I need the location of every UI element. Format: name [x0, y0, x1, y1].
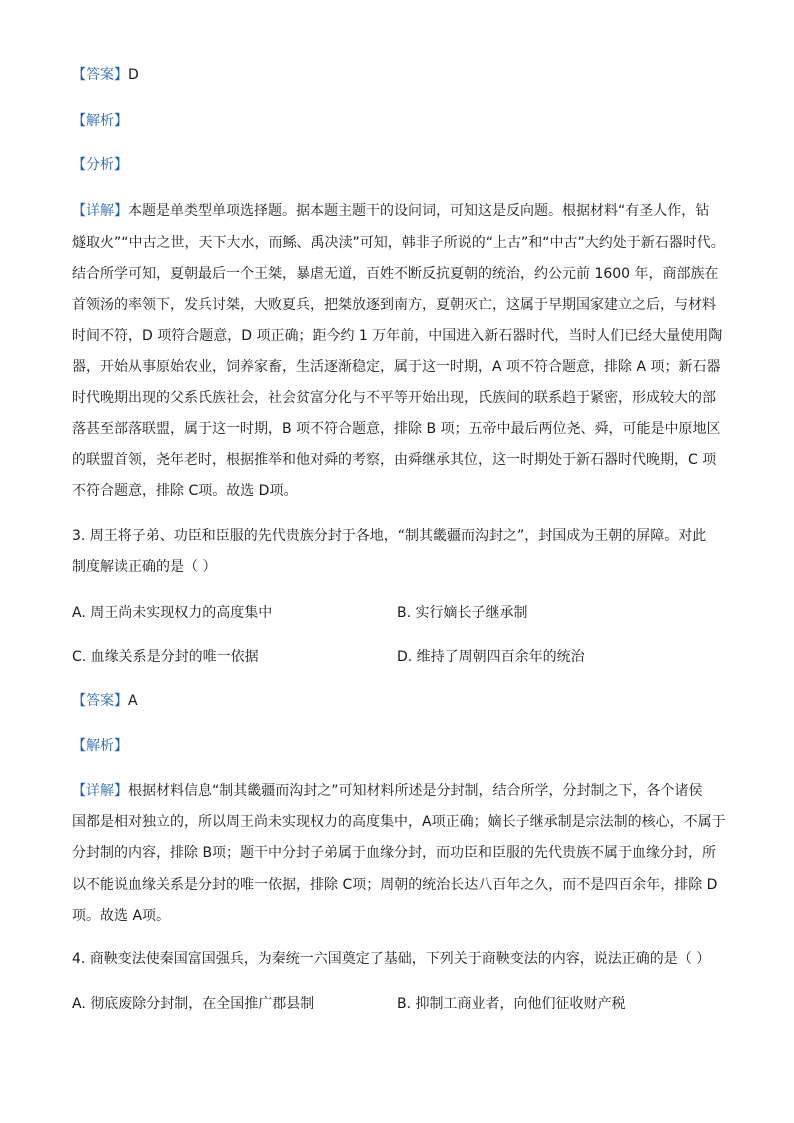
answer-tag: 【答案】	[72, 67, 128, 83]
analysis-tag: 【解析】	[72, 738, 128, 754]
detail-tag: 【详解】	[72, 203, 128, 219]
answer-tag: 【答案】	[72, 693, 128, 709]
q3-option-c: C. 血缘关系是分封的唯一依据	[72, 649, 259, 665]
q3-detail-line: 以不能说血缘关系是分封的唯一依据，排除 C项；周朝的统治长达八百年之久，而不是四百余年，排除 D	[72, 877, 718, 893]
analysis-tag: 【解析】	[72, 113, 128, 129]
fenxi-tag: 【分析】	[72, 157, 128, 173]
q2-detail-line: 的联盟首领，尧年老时，根据推举和他对舜的考察，由舜继承其位，这一时期处于新石器时代晚期，C 项	[72, 452, 717, 468]
q2-analysis-heading	[72, 112, 128, 130]
q2-answer	[72, 66, 139, 84]
q3-detail-line: 项。故选 A项。	[72, 908, 171, 924]
q2-detail-line: 时代晚期出现的父系氏族社会，社会贫富分化与不平等开始出现，氏族间的联系趋于紧密，形成较大的部	[72, 390, 716, 406]
q3-answer	[72, 692, 138, 710]
detail-tag: 【详解】	[72, 783, 128, 799]
q3-stem-line: 3. 周王将子弟、功臣和臣服的先代贵族分封于各地，“制其畿疆而沟封之”，封国成为王朝的屏障。对此	[72, 528, 707, 544]
answer-value: D	[128, 67, 139, 83]
q3-option-a: A. 周王尚未实现权力的高度集中	[72, 605, 273, 621]
q3-option-b: B. 实行嫡长子继承制	[397, 605, 528, 621]
q2-detail-line: 器，开始从事原始农业，饲养家畜，生活逐渐稳定，属于这一时期，A 项不符合题意，排除 A 项；新石器	[72, 359, 721, 375]
q2-detail-line: 不符合题意，排除 C项。故选 D项。	[72, 483, 298, 499]
q4-option-b: B. 抑制工商业者，向他们征收财产税	[397, 996, 626, 1012]
q3-analysis-heading	[72, 737, 128, 755]
q3-option-d: D. 维持了周朝四百余年的统治	[397, 649, 585, 665]
q2-fenxi-heading	[72, 156, 128, 174]
q4-stem: 4. 商鞅变法使秦国富国强兵，为秦统一六国奠定了基础，下列关于商鞅变法的内容，说法正确的是（ ）	[72, 951, 711, 967]
q2-detail-line: 燧取火”“中古之世，天下大水，而鲧、禹决渎”可知，韩非子所说的“上古”和“中古”大约处于新石器时代。	[72, 235, 725, 251]
q3-detail-line: 【详解】根据材料信息“制其畿疆而沟封之”可知材料所述是分封制，结合所学，分封制之下，各个诸侯	[72, 783, 703, 799]
q3-detail-line: 分封制的内容，排除 B项；题干中分封子弟属于血缘分封，而功臣和臣服的先代贵族不属于血缘分封，所	[72, 845, 717, 861]
q2-detail-line: 落甚至部落联盟，属于这一时期，B 项不符合题意，排除 B 项；五帝中最后两位尧、舜，可能是中原地区	[72, 421, 721, 437]
q2-detail-line: 【详解】本题是单类型单项选择题。据本题主题干的设问词，可知这是反向题。根据材料“有圣人作，钻	[72, 203, 710, 219]
q2-detail-line: 结合所学可知，夏朝最后一个王桀，暴虐无道，百姓不断反抗夏朝的统治，约公元前 1600 年，商部族在	[72, 266, 719, 282]
q2-detail-line: 首领汤的率领下，发兵讨桀，大败夏兵，把桀放逐到南方，夏朝灭亡，这属于早期国家建立之后，与材料	[72, 297, 716, 313]
q4-option-a: A. 彻底废除分封制，在全国推广郡县制	[72, 996, 315, 1012]
q2-detail-line: 时间不符，D 项符合题意，D 项正确；距今约 1 万年前，中国进入新石器时代，当时人们已经大量使用陶	[72, 328, 723, 344]
answer-value: A	[128, 693, 138, 709]
q3-stem-line: 制度解读正确的是（ ）	[72, 559, 217, 575]
q3-detail-line: 国都是相对独立的，所以周王尚未实现权力的高度集中，A项正确；嫡长子继承制是宗法制的核心，不属于	[72, 814, 726, 830]
